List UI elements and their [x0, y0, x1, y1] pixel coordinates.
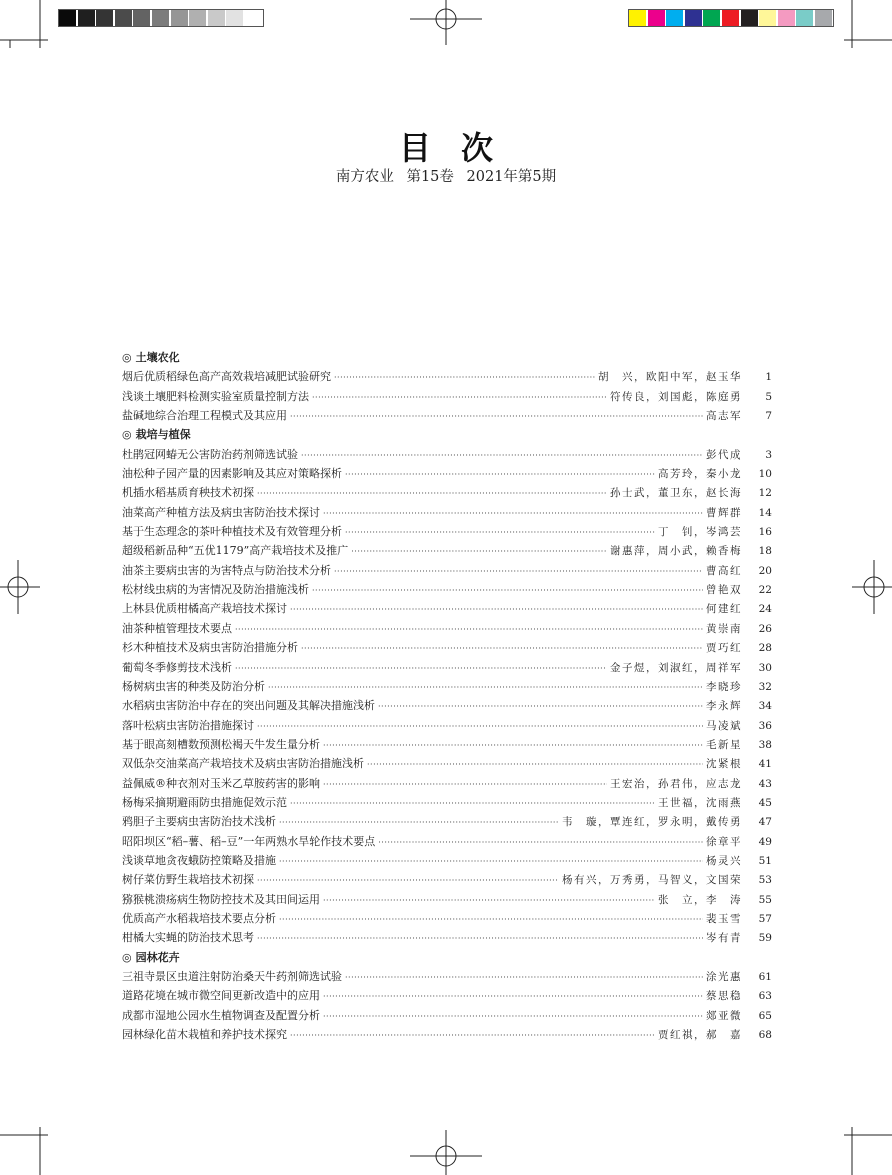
- article-authors: 谢惠萍，周小武，赖香梅: [610, 545, 742, 558]
- toc-entry[interactable]: [122, 928, 772, 947]
- toc-entry[interactable]: [122, 658, 772, 677]
- article-title: 柑橘大实蝇的防治技术思考: [122, 931, 254, 945]
- journal-issue-line: [0, 165, 892, 186]
- section-name: 园林花卉: [135, 950, 180, 964]
- toc-entry[interactable]: [122, 638, 772, 657]
- toc-entry[interactable]: [122, 503, 772, 522]
- article-title: 水稻病虫害防治中存在的突出问题及其解决措施浅析: [122, 699, 375, 713]
- dot-leader: [279, 812, 559, 831]
- dot-leader: [290, 599, 703, 618]
- page-number: 32: [758, 680, 772, 693]
- dot-leader: [367, 754, 703, 773]
- dot-leader: [378, 832, 703, 851]
- toc-entry[interactable]: [122, 793, 772, 812]
- dot-leader: [345, 967, 703, 986]
- page-number: 49: [758, 835, 772, 848]
- toc-entry[interactable]: [122, 464, 772, 483]
- page-number: 68: [758, 1029, 772, 1042]
- page-number: 45: [758, 796, 772, 809]
- page-number: 3: [765, 448, 772, 461]
- article-title: 葡萄冬季修剪技术浅析: [122, 660, 232, 674]
- color-swatch: [648, 10, 665, 26]
- article-title: 鸦胆子主要病虫害防治技术浅析: [122, 815, 276, 829]
- toc-entry[interactable]: [122, 774, 772, 793]
- article-title: 杨梅采摘期避雨防虫措施促效示范: [122, 795, 287, 809]
- color-calibration-strip: [628, 9, 834, 27]
- article-authors: 李晓珍: [706, 680, 742, 693]
- dot-leader: [235, 619, 703, 638]
- article-authors: 孙士武，董卫东，赵长海: [610, 487, 742, 500]
- dot-leader: [290, 1025, 655, 1044]
- gray-swatch: [96, 10, 113, 26]
- dot-leader: [257, 716, 703, 735]
- color-swatch: [815, 10, 832, 26]
- dot-leader: [235, 658, 607, 677]
- article-title: 成都市湿地公园水生植物调查及配置分析: [122, 1008, 320, 1022]
- color-swatch: [778, 10, 795, 26]
- dot-leader: [312, 580, 703, 599]
- dot-leader: [351, 541, 607, 560]
- dot-leader: [257, 483, 607, 502]
- dot-leader: [323, 986, 703, 1005]
- gray-swatch: [59, 10, 76, 26]
- page-number: 36: [758, 719, 772, 732]
- toc-entry[interactable]: [122, 696, 772, 715]
- section-name: 土壤农化: [135, 351, 180, 364]
- article-authors: 金子煜，刘淑红，周祥军: [610, 661, 742, 674]
- toc-entry[interactable]: [122, 406, 772, 425]
- article-title: 三祖寺景区虫道注射防治桑天牛药剂筛选试验: [122, 970, 342, 983]
- toc-entry[interactable]: [122, 832, 772, 851]
- journal-volume: 第15卷: [406, 169, 454, 185]
- section-heading: [122, 425, 772, 444]
- journal-issue: 2021年第5期: [466, 169, 557, 185]
- article-title: 道路花境在城市微空间更新改造中的应用: [122, 989, 320, 1003]
- article-title: 油菜高产种植方法及病虫害防治技术探讨: [122, 505, 320, 519]
- article-authors: 王世福，沈雨燕: [658, 796, 742, 809]
- gray-swatch: [189, 10, 206, 26]
- page-number: 20: [758, 564, 772, 577]
- color-swatch: [796, 10, 813, 26]
- toc-entry[interactable]: [122, 445, 772, 464]
- article-authors: 涂光惠: [706, 971, 742, 983]
- color-swatch: [685, 10, 702, 26]
- article-authors: 胡 兴，欧阳中军，赵玉华: [598, 371, 742, 384]
- page-number: 65: [758, 1009, 772, 1022]
- grayscale-calibration-strip: [58, 9, 264, 27]
- gray-swatch: [226, 10, 243, 26]
- dot-leader: [290, 793, 655, 812]
- page-number: 7: [765, 410, 772, 423]
- article-title: 油茶种植管理技术要点: [122, 621, 232, 635]
- page-number: 57: [758, 912, 772, 925]
- toc-entry[interactable]: [122, 1006, 772, 1025]
- page-number: 61: [758, 971, 772, 983]
- dot-leader: [279, 909, 703, 928]
- color-swatch: [741, 10, 758, 26]
- dot-leader: [323, 1006, 703, 1025]
- page-title: 目次: [398, 129, 523, 167]
- gray-swatch: [245, 10, 262, 26]
- article-title: 树仔菜仿野生栽培技术初探: [122, 873, 254, 887]
- section-bullet-icon: ◎: [122, 428, 132, 442]
- color-swatch: [759, 10, 776, 26]
- color-swatch: [666, 10, 683, 26]
- color-swatch: [629, 10, 646, 26]
- gray-swatch: [78, 10, 95, 26]
- page-number: 28: [758, 642, 772, 655]
- article-title: 双低杂交油菜高产栽培技术及病虫害防治措施浅析: [122, 757, 364, 771]
- journal-name: 南方农业: [335, 169, 394, 185]
- article-authors: 高志军: [706, 410, 742, 423]
- toc-entry[interactable]: [122, 541, 772, 560]
- article-title: 油茶主要病虫害的为害特点与防治技术分析: [122, 563, 331, 577]
- article-title: 松材线虫病的为害情况及防治措施浅析: [122, 583, 309, 597]
- dot-leader: [345, 464, 655, 483]
- page-number: 24: [758, 603, 772, 616]
- article-authors: 毛新星: [706, 738, 742, 751]
- toc-entry[interactable]: [122, 1025, 772, 1044]
- article-authors: 岑有青: [706, 932, 742, 945]
- toc-entry[interactable]: [122, 599, 772, 618]
- dot-leader: [345, 522, 655, 541]
- article-title: 杨树病虫害的种类及防治分析: [122, 679, 265, 693]
- article-authors: 蔡思稳: [706, 990, 742, 1003]
- page-number: 63: [758, 990, 772, 1003]
- article-authors: 马凌斌: [706, 719, 742, 732]
- article-title: 杜鹃冠网蝽无公害防治药剂筛选试验: [122, 447, 298, 461]
- article-title: 盐碱地综合治理工程模式及其应用: [122, 409, 287, 423]
- article-authors: 曾艳双: [706, 584, 742, 597]
- dot-leader: [301, 445, 703, 464]
- page-number: 59: [758, 932, 772, 945]
- article-title: 浅谈土壤肥料检测实验室质量控制方法: [122, 389, 309, 403]
- page-number: 38: [758, 738, 772, 751]
- dot-leader: [279, 851, 703, 870]
- toc-entry[interactable]: [122, 909, 772, 928]
- page-number: 5: [765, 390, 772, 403]
- dot-leader: [323, 503, 703, 522]
- dot-leader: [257, 928, 703, 947]
- dot-leader: [312, 387, 607, 406]
- gray-swatch: [171, 10, 188, 26]
- toc-entry[interactable]: [122, 967, 772, 986]
- page-number: 53: [758, 874, 772, 887]
- article-authors: 贾巧红: [706, 642, 742, 655]
- article-authors: 曹辉群: [706, 506, 742, 519]
- article-authors: 沈紧根: [706, 758, 742, 771]
- article-authors: 贾红祺，郝 嘉: [658, 1029, 742, 1042]
- article-title: 浅谈草地贪夜蛾防控策略及措施: [122, 853, 276, 867]
- toc-entry[interactable]: [122, 754, 772, 773]
- dot-leader: [301, 638, 703, 657]
- article-authors: 曹高红: [706, 564, 742, 577]
- page-number: 47: [758, 816, 772, 829]
- toc-entry[interactable]: [122, 522, 772, 541]
- article-authors: 黄崇南: [706, 622, 742, 635]
- dot-leader: [334, 561, 703, 580]
- article-authors: 彭代成: [706, 448, 742, 461]
- dot-leader: [323, 735, 703, 754]
- page-number: 26: [758, 622, 772, 635]
- page-number: 18: [758, 545, 772, 558]
- page-number: 30: [758, 661, 772, 674]
- dot-leader: [268, 677, 703, 696]
- dot-leader: [323, 774, 607, 793]
- gray-swatch: [152, 10, 169, 26]
- article-authors: 张 立，李 涛: [658, 893, 742, 906]
- article-authors: 高芳玲，秦小龙: [658, 468, 742, 481]
- article-authors: 杨灵兴: [706, 854, 742, 867]
- article-title: 上林县优质柑橘高产栽培技术探讨: [122, 602, 287, 616]
- article-authors: 郯亚微: [706, 1009, 742, 1022]
- toc-entry[interactable]: [122, 580, 772, 599]
- section-name: 栽培与植保: [135, 428, 191, 442]
- toc-entry[interactable]: [122, 735, 772, 754]
- page-number: 34: [758, 700, 772, 713]
- article-title: 优质高产水稻栽培技术要点分析: [122, 911, 276, 925]
- color-swatch: [722, 10, 739, 26]
- table-of-contents: [122, 348, 772, 1044]
- toc-entry[interactable]: [122, 986, 772, 1005]
- article-authors: 丁 钊，岑鸿芸: [658, 526, 742, 539]
- toc-entry[interactable]: [122, 619, 772, 638]
- toc-entry[interactable]: [122, 677, 772, 696]
- dot-leader: [323, 890, 655, 909]
- article-title: 园林绿化苗木栽植和养护技术探究: [122, 1028, 287, 1042]
- gray-swatch: [115, 10, 132, 26]
- article-title: 落叶松病虫害防治措施探讨: [122, 718, 254, 732]
- article-title: 昭阳坝区“稻–薯、稻–豆”一年两熟水旱轮作技术要点: [122, 834, 376, 848]
- article-title: 超级稻新品种“五优1179”高产栽培技术及推广: [122, 544, 349, 558]
- page-number: 22: [758, 584, 772, 597]
- toc-entry[interactable]: [122, 890, 772, 909]
- article-title: 油松种子园产量的因素影响及其应对策略探析: [122, 467, 342, 481]
- page-number: 1: [765, 371, 772, 384]
- page-number: 51: [758, 854, 772, 867]
- toc-entry[interactable]: [122, 812, 772, 831]
- page-number: 12: [758, 487, 772, 500]
- article-authors: 何建红: [706, 603, 742, 616]
- toc-entry[interactable]: [122, 851, 772, 870]
- section-heading: [122, 948, 772, 967]
- toc-entry[interactable]: [122, 716, 772, 735]
- dot-leader: [290, 406, 703, 425]
- section-heading: [122, 348, 772, 367]
- article-title: 机插水稻基质育秧技术初探: [122, 486, 254, 500]
- article-title: 基于生态理念的茶叶种植技术及有效管理分析: [122, 525, 342, 539]
- article-title: 烟后优质稻绿色高产高效栽培减肥试验研究: [122, 370, 331, 384]
- article-authors: 李永辉: [706, 700, 742, 713]
- gray-swatch: [133, 10, 150, 26]
- article-authors: 韦 璇，覃连红，罗永明，戴传勇: [562, 816, 742, 829]
- page-number: 55: [758, 893, 772, 906]
- toc-entry[interactable]: [122, 367, 772, 386]
- page-number: 41: [758, 758, 772, 771]
- page-number: 16: [758, 526, 772, 539]
- dot-leader: [378, 696, 703, 715]
- article-title: 基于眼高刻槽数预测松褐天牛发生量分析: [122, 737, 320, 751]
- article-authors: 徐章平: [706, 835, 742, 848]
- dot-leader: [257, 870, 559, 889]
- article-authors: 裴玉雪: [706, 912, 742, 925]
- toc-entry[interactable]: [122, 387, 772, 406]
- article-title: 猕猴桃溃疡病生物防控技术及其田间运用: [122, 892, 320, 906]
- article-title: 益佩威®种衣剂对玉米乙草胺药害的影响: [122, 776, 320, 790]
- article-title: 杉木种植技术及病虫害防治措施分析: [122, 641, 298, 655]
- article-authors: 杨有兴，万秀勇，马智义，文国荣: [562, 874, 742, 887]
- dot-leader: [334, 367, 595, 386]
- page-number: 43: [758, 777, 772, 790]
- article-authors: 王宏治，孙君伟，应志龙: [610, 777, 742, 790]
- section-bullet-icon: ◎: [122, 351, 132, 364]
- gray-swatch: [208, 10, 225, 26]
- section-bullet-icon: ◎: [122, 950, 132, 964]
- article-authors: 符传良，刘国彪，陈庭勇: [610, 390, 742, 403]
- toc-entry[interactable]: [122, 870, 772, 889]
- page-number: 14: [758, 506, 772, 519]
- toc-entry[interactable]: [122, 483, 772, 502]
- toc-entry[interactable]: [122, 561, 772, 580]
- color-swatch: [703, 10, 720, 26]
- page-number: 10: [758, 468, 772, 481]
